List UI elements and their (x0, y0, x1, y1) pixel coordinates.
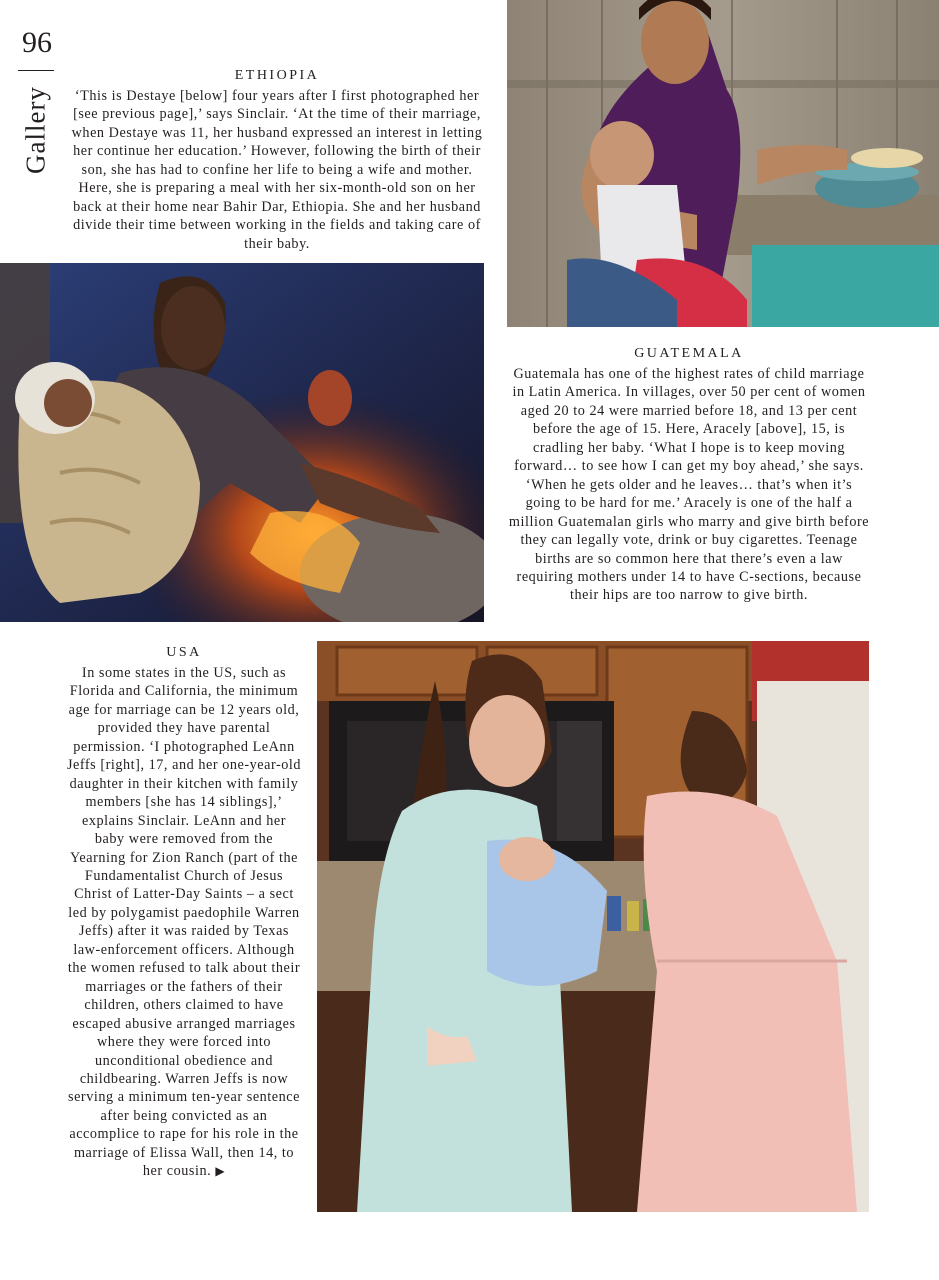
guatemala-caption: Guatemala has one of the highest rates of child marriage in Latin America. In villages, over 50 per cent of women aged 20 to 24 were married before 18, and 13 per cent before the age of 15. Here, Aracely [above], 15, is cradling her baby. ‘What I hope is to keep moving forward… to see how I can get my boy ahead,’ she says. ‘When he gets older and he leaves… that’s when it’s going to be hard for me.’ Aracely is one of the half a million Guatemalan girls who marry and give birth before they can legally vote, drink or buy cigarettes. Teenage births are so common here that there’s even a law requiring mothers under 14 to have C-sections, because their hips are too narrow to give birth. (508, 366, 870, 604)
folio-divider (18, 70, 54, 71)
usa-caption (66, 664, 302, 1181)
section-tab (14, 80, 58, 180)
usa-caption-text: In some states in the US, such as Florida and California, the minimum age for marriage can be 12 years old, provided they have parental permission. ‘I photographed LeAnn Jeffs [right], 17, and her one-year-old daughter in their kitchen with family members [she has 14 siblings],’ explains Sinclair. LeAnn and her baby were removed from the Yearning for Zion Ranch (part of the Fundamentalist Church of Jesus Christ of Latter-Day Saints – a sect led by polygamist paedophile Warren Jeffs) after it was raided by Texas law-enforcement officers. Although the women refused to talk about their marriages or the fathers of their children, others claimed to have escaped abusive arranged marriages where they were forced into unconditional obedience and childbearing. Warren Jeffs is now serving a minimum ten-year sentence after being convicted as an accomplice to rape for his role in the marriage of Elissa Wall, then 14, to her cousin. (66, 665, 302, 1180)
usa-photo (317, 641, 869, 1212)
ethiopia-caption: ‘This is Destaye [below] four years after I first photographed her [see previous page],’ says Sinclair. ‘At the time of their marriage, when Destaye was 11, her husband expressed an interest in letting her continue her education.’ However, following the birth of their son, she has had to confine her life to being a wife and mother. Here, she is preparing a meal with her six-month-old son on her back at their home near Bahir Dar, Ethiopia. She and her husband divide their time between working in the fields and taking care of their baby. (71, 88, 483, 252)
ethiopia-photo (0, 263, 484, 622)
triangle-right-icon: ▶ (215, 1164, 226, 1179)
guatemala-photo (507, 0, 939, 327)
page-number: 96 (22, 26, 52, 59)
guatemala-heading: GUATEMALA (634, 346, 744, 361)
section-label: Gallery (20, 86, 51, 174)
usa-heading-text: USA (166, 645, 202, 660)
usa-heading (66, 645, 302, 661)
ethiopia-heading: ETHIOPIA (234, 68, 320, 83)
